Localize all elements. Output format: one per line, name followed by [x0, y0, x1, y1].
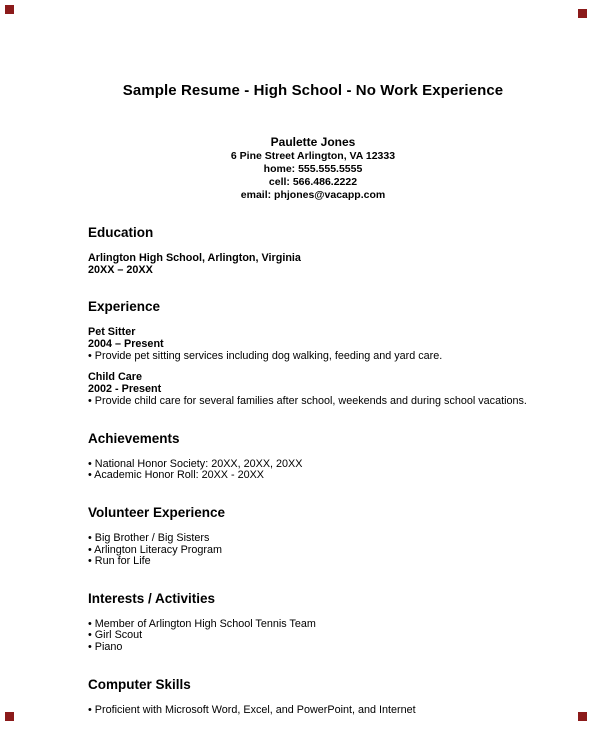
experience-job-title: Child Care — [88, 370, 142, 383]
section-experience — [88, 299, 538, 408]
section-education — [88, 225, 538, 276]
experience-job-description: • Provide pet sitting services including dog walking, feeding and yard care. — [88, 350, 443, 363]
document-title: Sample Resume - High School - No Work Experience — [122, 82, 504, 99]
achievement-item: • National Honor Society: 20XX, 20XX, 20XX — [88, 457, 303, 470]
education-dates: 20XX – 20XX — [88, 263, 153, 276]
experience-entry-child-care — [88, 372, 538, 408]
education-entry — [88, 253, 538, 276]
contact-block — [88, 135, 538, 202]
contact-address: 6 Pine Street Arlington, VA 12333 — [230, 150, 396, 162]
achievement-item: • Academic Honor Roll: 20XX - 20XX — [88, 469, 265, 482]
section-computer-skills — [88, 677, 538, 717]
section-heading-achievements: Achievements — [88, 430, 180, 446]
corner-marker-bottom-right — [578, 712, 587, 721]
interest-item: • Girl Scout — [88, 629, 143, 642]
volunteer-item: • Run for Life — [88, 555, 151, 568]
interest-item: • Member of Arlington High School Tennis Team — [88, 617, 316, 630]
experience-job-title: Pet Sitter — [88, 326, 136, 339]
contact-cell-phone: cell: 566.486.2222 — [268, 176, 358, 188]
experience-entry-pet-sitter — [88, 327, 538, 363]
section-interests-activities — [88, 591, 538, 654]
section-achievements — [88, 431, 538, 482]
corner-marker-top-right — [578, 9, 587, 18]
education-school: Arlington High School, Arlington, Virginia — [88, 252, 301, 264]
experience-job-dates: 2004 – Present — [88, 337, 164, 350]
contact-name: Paulette Jones — [270, 135, 356, 149]
interest-item: • Piano — [88, 640, 123, 653]
experience-job-description: • Provide child care for several families after school, weekends and during school vacations. — [88, 395, 527, 408]
experience-job-dates: 2002 - Present — [88, 382, 162, 395]
section-heading-computer-skills: Computer Skills — [88, 676, 191, 692]
section-heading-volunteer: Volunteer Experience — [88, 504, 226, 520]
section-volunteer-experience — [88, 505, 538, 568]
section-heading-experience: Experience — [88, 299, 161, 315]
volunteer-item: • Big Brother / Big Sisters — [88, 531, 210, 544]
corner-marker-top-left — [5, 5, 14, 14]
section-heading-education: Education — [88, 225, 154, 240]
corner-marker-bottom-left — [5, 712, 14, 721]
section-heading-interests: Interests / Activities — [88, 590, 216, 606]
contact-email: email: phjones@vacapp.com — [240, 189, 386, 201]
volunteer-item: • Arlington Literacy Program — [88, 543, 223, 556]
contact-home-phone: home: 555.555.5555 — [263, 163, 363, 175]
computer-skill-item: • Proficient with Microsoft Word, Excel, and PowerPoint, and Internet — [88, 703, 416, 716]
